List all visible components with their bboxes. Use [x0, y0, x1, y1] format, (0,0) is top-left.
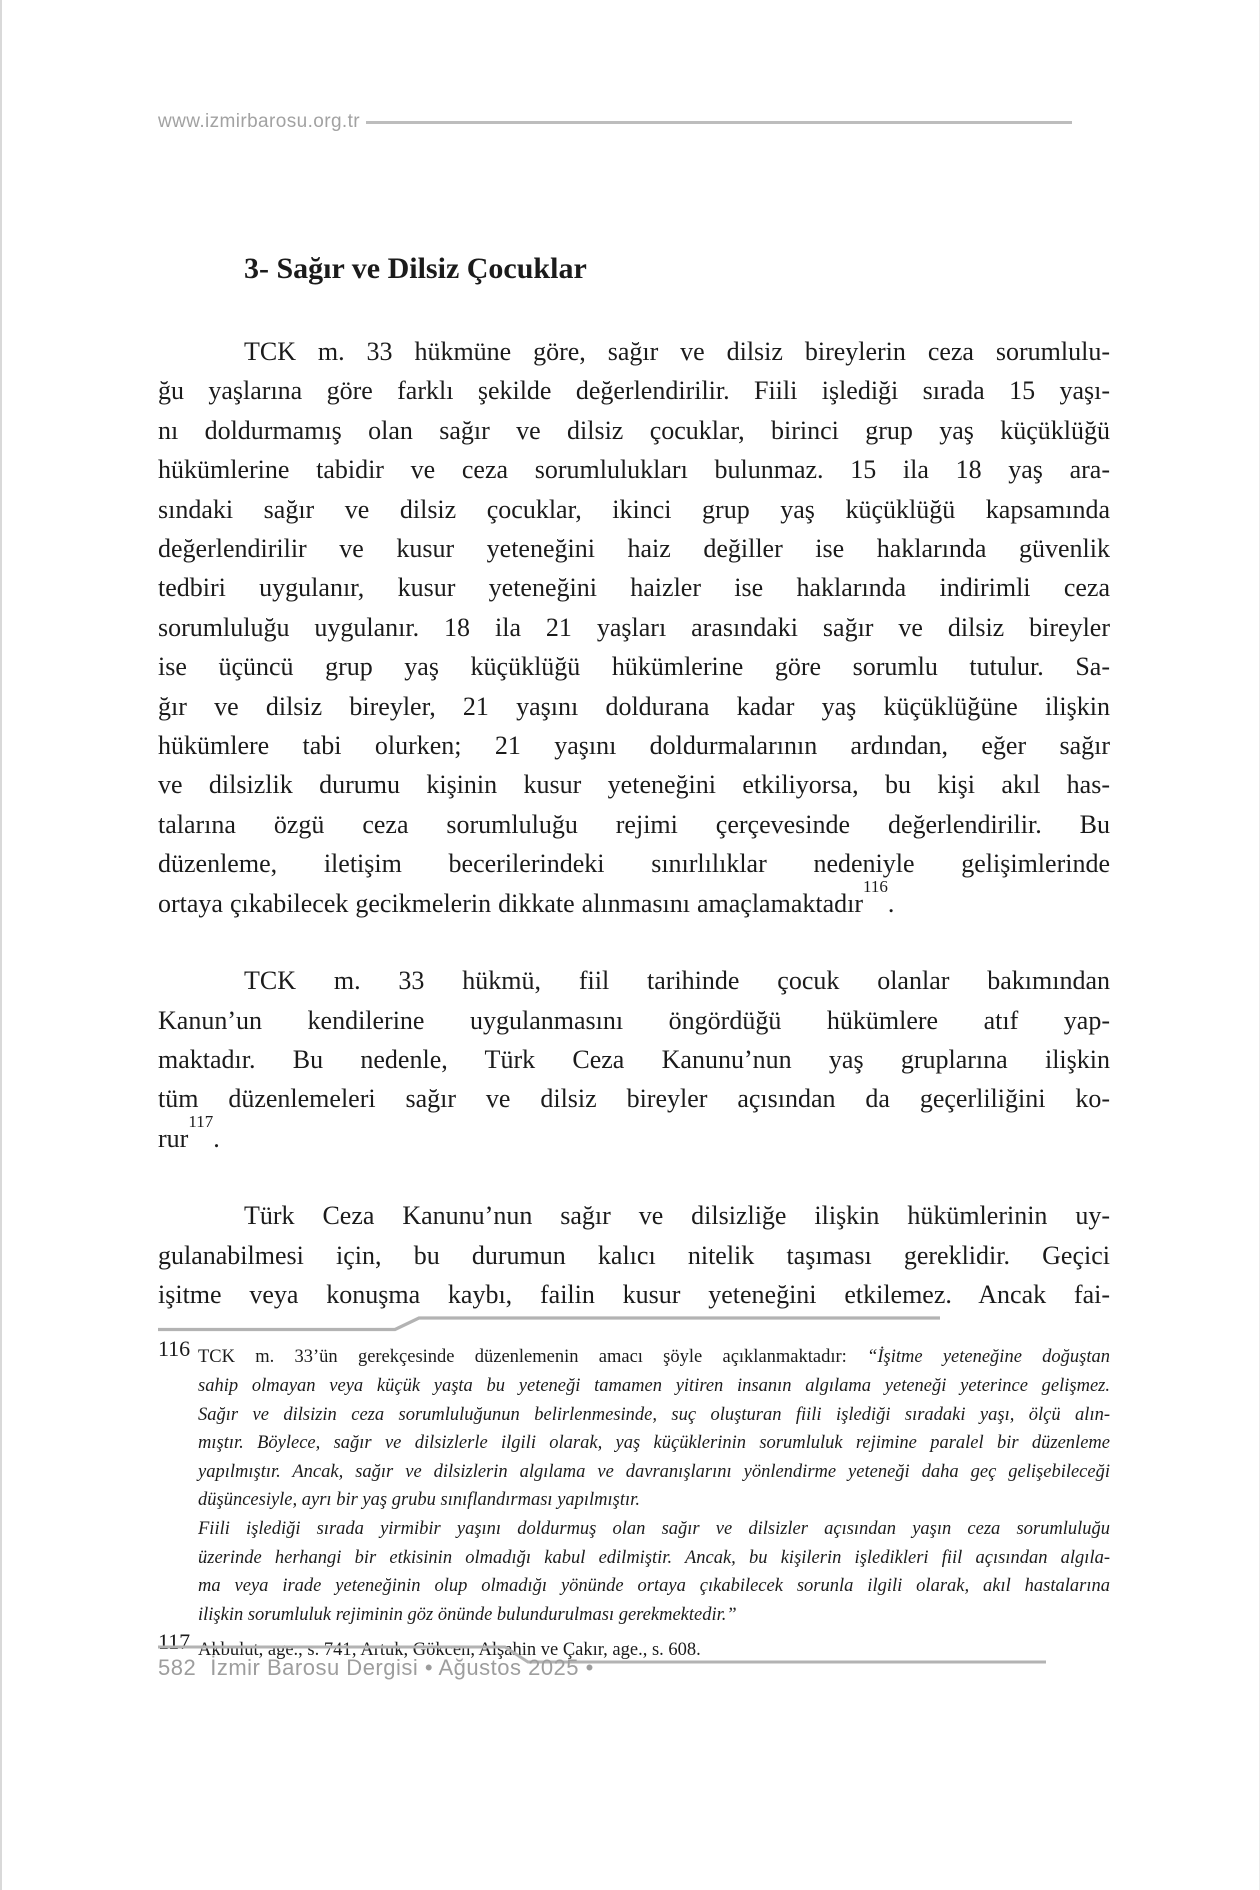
footnote-ref: 117: [188, 1112, 214, 1132]
footnote: [158, 1336, 1110, 1629]
text-line: rur$^{117}$.: [158, 1112, 220, 1153]
text-line: tüm düzenlemeleri sağır ve dilsiz bireyler açısından da geçerliliğini ko-: [158, 1084, 1110, 1114]
footnote-line: [198, 1343, 1110, 1372]
text-line: nı doldurmamış olan sağır ve dilsiz çocuklar, birinci grup yaş küçüklüğü: [158, 415, 1110, 445]
footnote-text: TCK m. 33’ün gerekçesinde düzenlemenin amacı şöyle açıklanmaktadır:: [198, 1347, 868, 1368]
text-line: değerlendirilir ve kusur yeteneğini haiz değiller ise haklarında güvenlik: [158, 534, 1110, 564]
text-line: talarına özgü ceza sorumluluğu rejimi çerçevesinde değerlendirilir. Bu: [158, 809, 1110, 839]
body-text: [158, 332, 1110, 1314]
page-footer: [0, 1643, 1260, 1713]
footnote-quote-text: mıştır. Böylece, sağır ve dilsizlerle ilgili olarak, yaş küçüklerinin sorumluluk rejimine paralel bir düzenleme: [198, 1433, 1110, 1454]
footnote-line: [198, 1458, 1110, 1487]
footnote-line: [198, 1401, 1110, 1430]
text-line: hükümlerine tabidir ve ceza sorumlulukları bulunmaz. 15 ila 18 yaş ara-: [158, 455, 1110, 485]
footnote-ref: 116: [863, 877, 888, 897]
footnote-line: [198, 1372, 1110, 1401]
text-line: gulanabilmesi için, bu durumun kalıcı nitelik taşıması gereklidir. Geçici: [158, 1240, 1110, 1270]
page-content: [158, 250, 1110, 1665]
text-line: maktadır. Bu nedenle, Türk Ceza Kanunu’nun yaş gruplarına ilişkin: [158, 1044, 1110, 1074]
footnote-quote-text: sahip olmayan veya küçük yaşta bu yeteneği tamamen yitiren insanın algılama yeteneği yeterince gelişmez.: [198, 1375, 1110, 1396]
paragraph: [158, 1196, 1110, 1314]
footnote-quote-text: Sağır ve dilsizin ceza sorumluluğunun belirlenmesinde, suç oluşturan fiili işlediği sıradaki yaşı, ölçü alın-: [198, 1404, 1110, 1425]
footnote-line: [198, 1515, 1110, 1544]
text-line: Türk Ceza Kanunu’nun sağır ve dilsizliğe ilişkin hükümlerinin uy-: [244, 1201, 1110, 1231]
footnote-line: [198, 1572, 1110, 1601]
paragraph: [158, 961, 1110, 1158]
text-line: TCK m. 33 hükmüne göre, sağır ve dilsiz bireylerin ceza sorumlulu-: [244, 337, 1110, 366]
footnote-quote-text: Fiili işlediği sırada yirmibir yaşını doldurmuş olan sağır ve dilsizler açısından yaşın ceza sorumluluğu: [198, 1518, 1110, 1539]
page-header: [158, 111, 1072, 133]
text-line: düzenleme, iletişim becerilerindeki sınırlılıklar nedeniyle gelişimlerinde: [158, 849, 1110, 879]
footnote-quote-text: “İşitme yeteneğine doğuştan: [867, 1347, 1110, 1368]
header-rule: [366, 121, 1072, 124]
footer-text: [158, 1655, 594, 1681]
footnote-line: [198, 1429, 1110, 1458]
paragraph: [158, 332, 1110, 923]
text-line: işitme veya konuşma kaybı, failin kusur yeteneğini etkilemez. Ancak fai-: [158, 1279, 1110, 1309]
text-line: tedbiri uygulanır, kusur yeteneğini haizler ise haklarında indirimli ceza: [158, 573, 1110, 603]
header-url: www.izmirbarosu.org.tr: [158, 111, 361, 132]
page-number: 582: [158, 1655, 197, 1680]
footnote-line: [198, 1486, 1110, 1515]
footnotes: [158, 1336, 1110, 1665]
text-line: ğır ve dilsiz bireyler, 21 yaşını doldurana kadar yaş küçüklüğüne ilişkin: [158, 691, 1110, 721]
footnote-line: [198, 1601, 1110, 1630]
footnote-line: [198, 1544, 1110, 1573]
text-line: sındaki sağır ve dilsiz çocuklar, ikinci grup yaş küçüklüğü kapsamında: [158, 494, 1110, 524]
footnote-quote-text: ma veya irade yeteneğinin olup olmadığı yönünde ortaya çıkabilecek sorunla ilgili olarak, akıl hastalarına: [198, 1576, 1110, 1597]
journal-name: İzmir Barosu Dergisi • Ağustos 2025 •: [210, 1655, 594, 1680]
text-line: ğu yaşlarına göre farklı şekilde değerlendirilir. Fiili işlediği sırada 15 yaşı-: [158, 376, 1110, 406]
text-line: ve dilsizlik durumu kişinin kusur yeteneğini etkiliyorsa, bu kişi akıl has-: [158, 770, 1110, 800]
text-line: ise üçüncü grup yaş küçüklüğü hükümlerine göre sorumlu tutulur. Sa-: [158, 652, 1110, 682]
text-line: ortaya çıkabilecek gecikmelerin dikkate alınmasını amaçlamaktadır$^{116}$.: [158, 877, 895, 918]
text-line: sorumluluğu uygulanır. 18 ila 21 yaşları arasındaki sağır ve dilsiz bireyler: [158, 612, 1110, 642]
section-heading: 3- Sağır ve Dilsiz Çocuklar: [244, 252, 587, 285]
text-line: hükümlere tabi olurken; 21 yaşını doldurmalarının ardından, eğer sağır: [158, 731, 1110, 761]
footnote-number: 116: [158, 1336, 191, 1362]
footnote-quote-text: düşüncesiyle, ayrı bir yaş grubu sınıflandırması yapılmıştır.: [198, 1490, 640, 1511]
footnote-quote-text: ilişkin sorumluluk rejiminin göz önünde bulundurulması gerekmektedir.”: [198, 1604, 737, 1625]
footnote-quote-text: üzerinde herhangi bir etkisinin olmadığı kabul edilmiştir. Ancak, bu kişilerin işledikleri fiil açısından algıla-: [198, 1547, 1110, 1568]
footnote-number: 117: [158, 1629, 191, 1655]
footnote-text: Akbulut, age., s. 741; Artuk, Gökcen, Alşahin ve Çakır, age., s. 608.: [198, 1640, 701, 1661]
footnote-quote-text: yapılmıştır. Ancak, sağır ve dilsizlerin algılama ve davranışlarını yönlendirme yeteneği daha geç gelişebileceği: [198, 1461, 1110, 1482]
footnote-divider-rule: [158, 1316, 1110, 1333]
text-line: Kanun’un kendilerine uygulanmasını öngördüğü hükümlere atıf yap-: [158, 1005, 1110, 1035]
text-line: TCK m. 33 hükmü, fiil tarihinde çocuk olanlar bakımından: [244, 966, 1110, 996]
